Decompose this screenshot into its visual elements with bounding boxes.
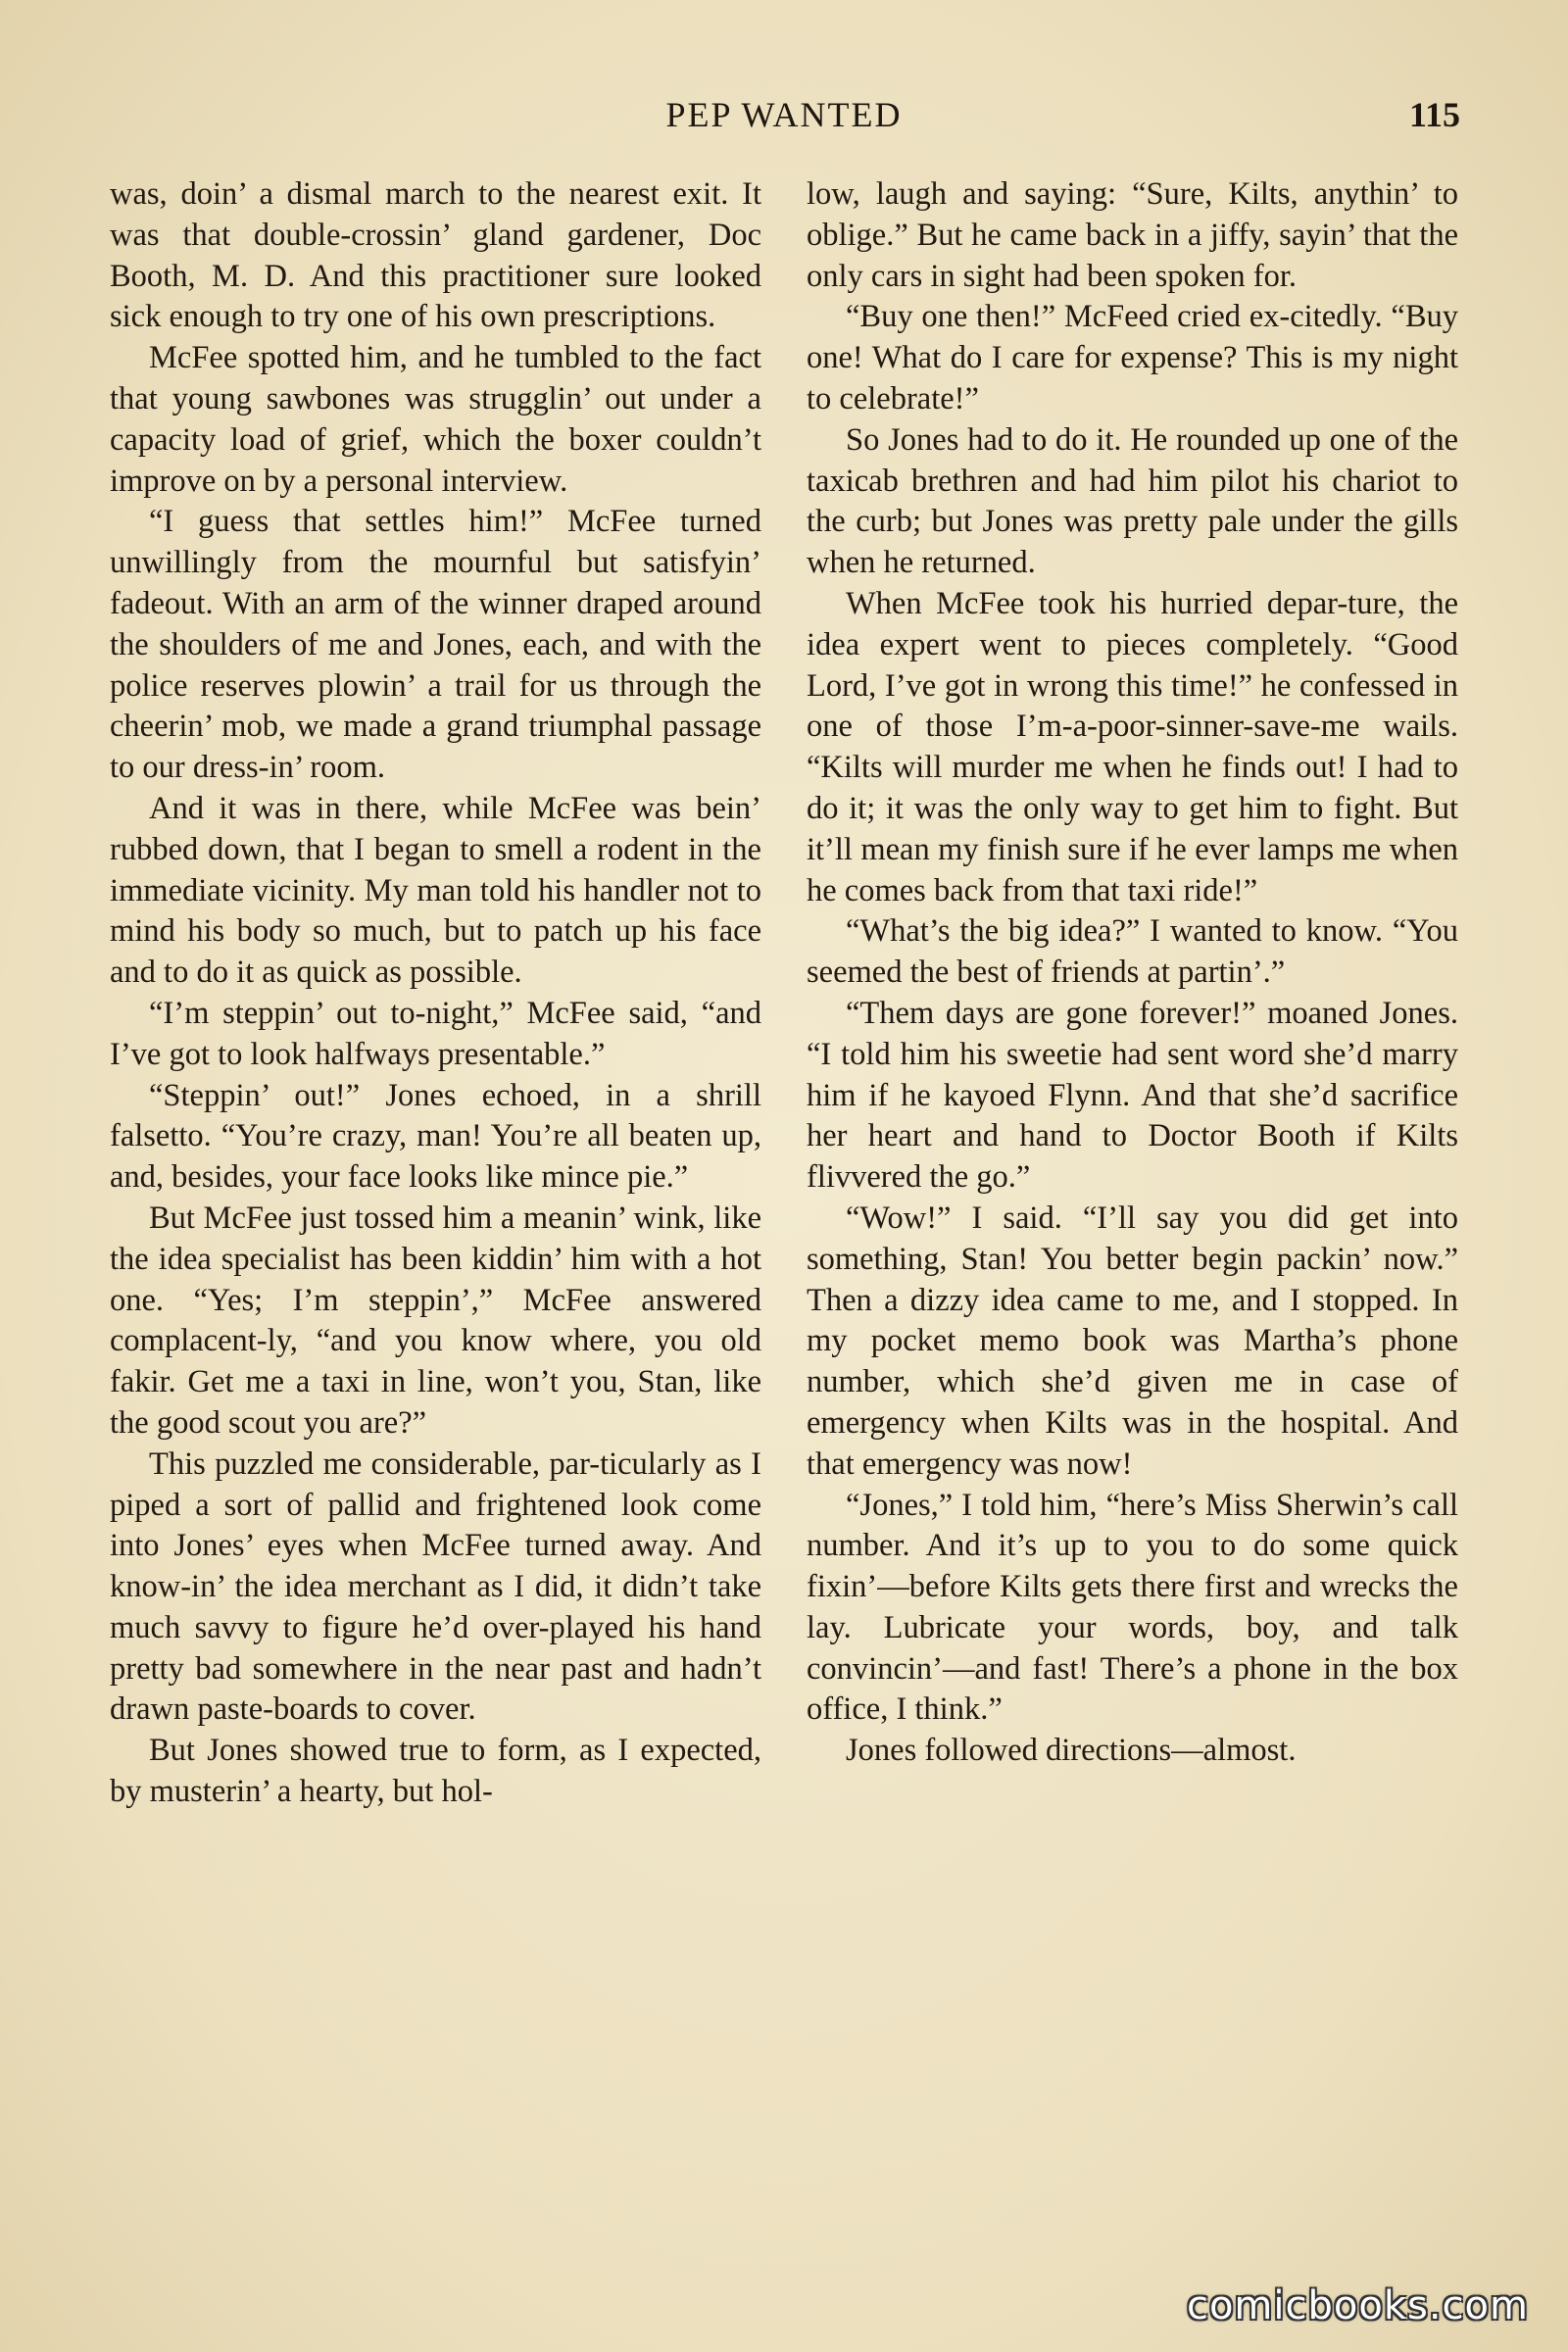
paragraph: This puzzled me considerable, par-ticularly as I piped a sort of pallid and frightened look come into Jones’ eyes when McFee turned away. And know-in’ the idea merchant as I did, it didn’t take much savvy to figure he’d over-played his hand pretty bad somewhere in the near past and hadn’t drawn paste-boards to cover. — [110, 1446, 761, 1728]
paragraph: “Jones,” I told him, “here’s Miss Sherwin’s call number. And it’s up to you to do some quick fixin’—before Kilts gets there first and wrecks the lay. Lubricate your words, boy, and talk convincin’—and fast! There’s a phone in the box office, I think.” — [807, 1487, 1458, 1728]
paragraph: “I guess that settles him!” McFee turned unwillingly from the mournful but satisfyin’ fadeout. With an arm of the winner draped around the shoulders of me and Jones, each, and with the police reserves plowin’ a trail for us through the cheerin’ mob, we made a grand triumphal passage to our dress-in’ room. — [110, 504, 761, 786]
watermark: comicbooks.com — [1186, 2283, 1529, 2328]
paragraph: “What’s the big idea?” I wanted to know. “You seemed the best of friends at partin’.” — [807, 913, 1458, 991]
paragraph: “Wow!” I said. “I’ll say you did get into something, Stan! You better begin packin’ now.” Then a dizzy idea came to me, and I stopped. In my pocket memo book was Martha’s phone number, which she’d given me in case of emergency when Kilts was in the hospital. And that emergency was now! — [807, 1200, 1458, 1482]
paragraph: “Steppin’ out!” Jones echoed, in a shrill falsetto. “You’re crazy, man! You’re all beaten up, and, besides, your face looks like mince pie.” — [110, 1077, 761, 1196]
left-column — [110, 174, 761, 1813]
paragraph: “I’m steppin’ out to-night,” McFee said, “and I’ve got to look halfways presentable.” — [110, 995, 761, 1072]
right-column — [807, 174, 1458, 1772]
paragraph: “Buy one then!” McFeed cried ex-citedly. “Buy one! What do I care for expense? This is my night to celebrate!” — [807, 299, 1458, 416]
paragraph: low, laugh and saying: “Sure, Kilts, anythin’ to oblige.” But he came back in a jiffy, sayin’ that the only cars in sight had been spoken for. — [807, 176, 1458, 294]
paragraph: So Jones had to do it. He rounded up one of the taxicab brethren and had him pilot his chariot to the curb; but Jones was pretty pale under the gills when he returned. — [807, 421, 1458, 581]
paragraph: Jones followed directions—almost. — [846, 1733, 1297, 1769]
paragraph: And it was in there, while McFee was bein’ rubbed down, that I began to smell a rodent in the immediate vicinity. My man told his handler not to mind his body so much, but to patch up his face and to do it as quick as possible. — [110, 790, 761, 991]
paragraph: But Jones showed true to form, as I expected, by musterin’ a hearty, but hol- — [110, 1733, 761, 1810]
paragraph: was, doin’ a dismal march to the nearest exit. It was that double-crossin’ gland gardener, Doc Booth, M. D. And this practitioner sure looked sick enough to try one of his own prescriptions. — [110, 176, 761, 335]
running-head: PEP WANTED — [665, 95, 903, 134]
page-number: 115 — [1408, 95, 1460, 134]
paragraph: “Them days are gone forever!” moaned Jones. “I told him his sweetie had sent word she’d marry him if he kayoed Flynn. And that she’d sacrifice her heart and hand to Doctor Booth if Kilts flivvered the go.” — [807, 995, 1458, 1196]
page-header — [108, 94, 1460, 143]
paragraph: But McFee just tossed him a meanin’ wink, like the idea specialist has been kiddin’ him with a hot one. “Yes; I’m steppin’,” McFee answered complacent-ly, “and you know where, you old fakir. Get me a taxi in line, won’t you, Stan, like the good scout you are?” — [110, 1200, 761, 1441]
paragraph: When McFee took his hurried depar-ture, the idea expert went to pieces completely. “Good Lord, I’ve got in wrong this time!” he confessed in one of those I’m-a-poor-sinner-save-me wails. “Kilts will murder me when he finds out! I had to do it; it was the only way to get him to fight. But it’ll mean my finish sure if he ever lamps me when he comes back from that taxi ride!” — [807, 585, 1458, 908]
paragraph: McFee spotted him, and he tumbled to the fact that young sawbones was strugglin’ out under a capacity load of grief, which the boxer couldn’t improve on by a personal interview. — [110, 340, 761, 499]
